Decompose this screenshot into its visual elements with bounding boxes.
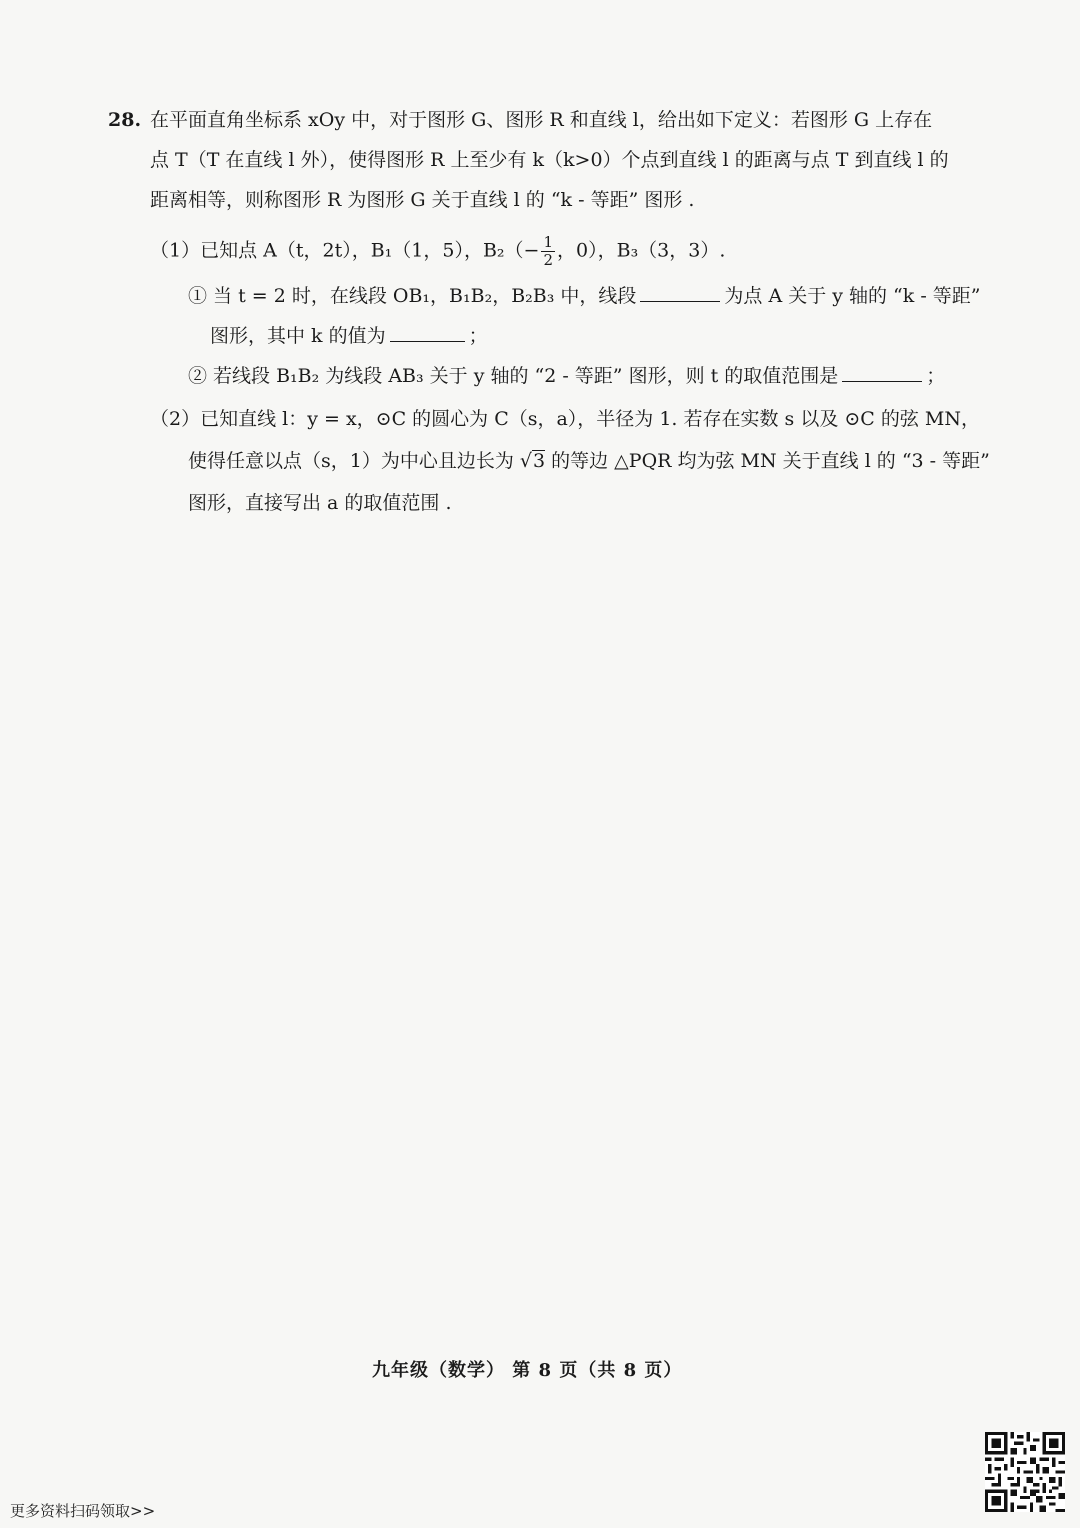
part2-line1: （2）已知直线 l：y = x，⊙C 的圆心为 C（s，a），半径为 1. 若存在实数 s 以及 ⊙C 的弦 MN， bbox=[150, 408, 980, 430]
part1-sub1-line2 bbox=[210, 321, 488, 350]
part1-given-prefix: （1）已知点 A（t，2t），B₁（1，5），B₂（− bbox=[150, 239, 540, 262]
answer-blank-t-range[interactable] bbox=[842, 361, 922, 382]
question-number: 28. bbox=[108, 109, 142, 131]
question-intro-line-1: 在平面直角坐标系 xOy 中，对于图形 G、图形 R 和直线 l，给出如下定义：若图形 G 上存在 bbox=[150, 109, 933, 131]
question-intro-line-2: 点 T（T 在直线 l 外），使得图形 R 上至少有 k（k>0）个点到直线 l 的距离与点 T 到直线 l 的 bbox=[150, 149, 949, 171]
page-footer: 九年级（数学） 第 8 页（共 8 页） bbox=[372, 1360, 683, 1381]
fraction-one-half bbox=[541, 234, 555, 269]
answer-blank-k-value[interactable] bbox=[390, 321, 465, 342]
fraction-numerator: 1 bbox=[543, 233, 554, 251]
part2-line2-text-a: 使得任意以点（s，1）为中心且边长为 √ bbox=[188, 450, 532, 472]
part1-sub2 bbox=[188, 361, 945, 390]
part1-sub1-text-b: 为点 A 关于 y 轴的 “k - 等距” bbox=[724, 285, 981, 307]
qr-code-icon[interactable] bbox=[985, 1432, 1065, 1512]
question-intro-line-3: 距离相等，则称图形 R 为图形 G 关于直线 l 的 “k - 等距” 图形 . bbox=[150, 189, 695, 211]
part2-line3: 图形，直接写出 a 的取值范围 . bbox=[188, 492, 452, 514]
part1-sub2-text: ② 若线段 B₁B₂ 为线段 AB₃ 关于 y 轴的 “2 - 等距” 图形，则 t 的取值范围是 bbox=[188, 365, 839, 387]
sqrt-radicand: 3 bbox=[533, 450, 546, 472]
answer-blank-segment[interactable] bbox=[640, 281, 720, 302]
part1-sub1-line1 bbox=[188, 281, 981, 310]
part2-line2 bbox=[188, 447, 990, 475]
part1-sub1-line2-end: ； bbox=[468, 325, 488, 347]
fraction-denominator: 2 bbox=[543, 251, 554, 269]
part1-sub2-end: ； bbox=[926, 365, 946, 387]
bottom-note-link[interactable]: 更多资料扫码领取>> bbox=[10, 1502, 156, 1520]
part1-given-suffix: ，0），B₃（3，3）. bbox=[557, 239, 726, 262]
part1-sub1-text-a: ① 当 t = 2 时，在线段 OB₁，B₁B₂，B₂B₃ 中，线段 bbox=[188, 285, 637, 307]
part1-given bbox=[150, 234, 725, 269]
part1-sub1-line2-text: 图形，其中 k 的值为 bbox=[210, 325, 386, 347]
part2-line2-text-b: 的等边 △PQR 均为弦 MN 关于直线 l 的 “3 - 等距” bbox=[545, 450, 990, 472]
